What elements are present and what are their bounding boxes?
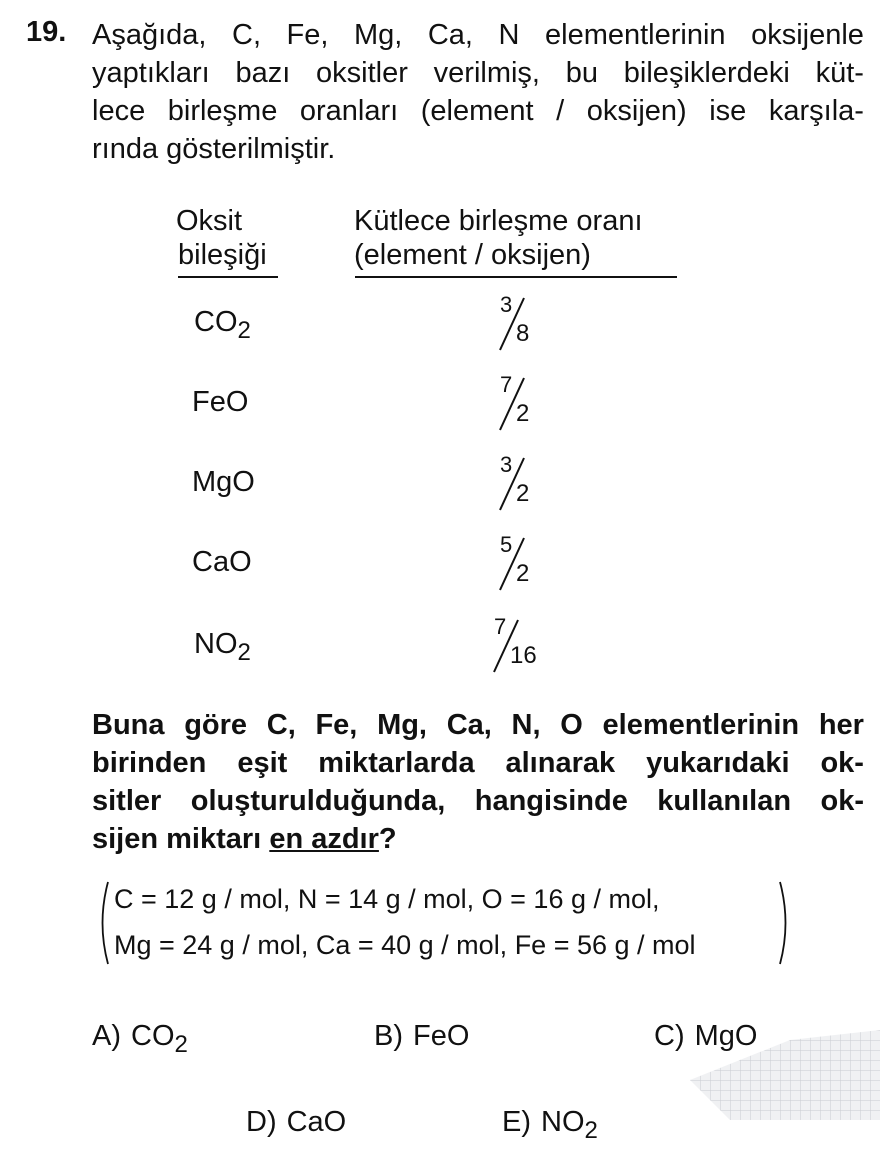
header-ratio-line2: (element / oksijen) (354, 239, 591, 271)
stem-word: karşıla- (768, 95, 864, 127)
ratio-denominator: 2 (516, 480, 530, 507)
stem-word: Fe, (286, 19, 329, 51)
compound-2 (192, 466, 255, 499)
option-label: D) (246, 1106, 277, 1138)
prompt-suffix: ? (378, 823, 397, 855)
prompt-emphasis: en azdır (269, 823, 379, 855)
stem-word: bu (565, 57, 599, 89)
ratio-denominator: 2 (516, 400, 530, 427)
prompt-word: kullanılan (657, 785, 792, 817)
option-subscript: 2 (174, 1031, 188, 1058)
mass-ratio-4 (488, 616, 578, 680)
prompt-word: göre (184, 709, 248, 741)
right-parenthesis (778, 878, 792, 968)
stem-word: Aşağıda, (92, 19, 207, 51)
mass-ratio-0 (494, 294, 584, 358)
stem-word: N (498, 19, 520, 51)
ratio-numerator: 7 (500, 372, 513, 397)
header-oxide-line2: bileşiği (178, 239, 267, 271)
option-e[interactable] (502, 1106, 598, 1145)
option-formula: CaO (286, 1106, 347, 1138)
compound-formula: FeO (192, 386, 249, 418)
stem-word: bileşiklerdeki (623, 57, 790, 89)
ratio-numerator: 5 (500, 532, 513, 557)
stem-word: lece (92, 95, 146, 127)
given-line-1: C = 12 g / mol, N = 14 g / mol, O = 16 g / mol, (114, 884, 660, 914)
stem-line (92, 16, 864, 54)
stem-word: yaptıkları (92, 57, 210, 89)
table-header-ratio (354, 204, 643, 272)
ratio-numerator: 3 (500, 452, 513, 477)
prompt-line (92, 820, 864, 858)
option-d[interactable] (246, 1106, 346, 1139)
compound-formula: MgO (192, 466, 255, 498)
prompt-prefix: sijen miktarı (92, 823, 270, 855)
given-molar-masses (96, 878, 792, 968)
stem-word: oksijenle (751, 19, 864, 51)
prompt-word: miktarlarda (318, 747, 475, 779)
ratio-numerator: 7 (494, 614, 507, 639)
compound-subscript: 2 (237, 317, 251, 344)
stem-word: C, (232, 19, 262, 51)
prompt-word: Ca, (446, 709, 492, 741)
prompt-word: her (818, 709, 864, 741)
stem-word: küt- (815, 57, 864, 89)
prompt-word: ok- (820, 785, 864, 817)
option-c[interactable] (654, 1020, 757, 1053)
stem-word: oranları (299, 95, 399, 127)
compound-4 (194, 628, 251, 667)
compound-0 (194, 306, 251, 345)
stem-word: rında gösterilmiştir. (92, 133, 336, 165)
prompt-word: N, (511, 709, 541, 741)
stem-line (92, 92, 864, 130)
prompt-word: eşit (237, 747, 288, 779)
header-underline-right (355, 276, 677, 278)
header-oxide-line1: Oksit (176, 205, 243, 237)
option-formula: NO (541, 1106, 585, 1138)
prompt-word: Mg, (377, 709, 427, 741)
table-header-oxide (176, 204, 267, 272)
option-label: B) (374, 1020, 403, 1052)
prompt-word: ok- (820, 747, 864, 779)
option-b[interactable] (374, 1020, 469, 1053)
ratio-denominator: 16 (510, 642, 537, 669)
prompt-line (92, 782, 864, 820)
stem-word: / (556, 95, 565, 127)
ratio-numerator: 3 (500, 292, 513, 317)
prompt-word: Buna (92, 709, 165, 741)
option-formula: CO (131, 1020, 175, 1052)
mass-ratio-3 (494, 534, 584, 598)
compound-subscript: 2 (237, 639, 251, 666)
option-formula: MgO (694, 1020, 758, 1052)
compound-1 (192, 386, 248, 419)
prompt-word: sitler (92, 785, 162, 817)
prompt-word: oluşturulduğunda, (190, 785, 446, 817)
prompt-word: yukarıdaki (646, 747, 790, 779)
stem-word: oksijen) (586, 95, 687, 127)
question-number: 19. (26, 16, 67, 48)
prompt-word: alınarak (505, 747, 616, 779)
prompt-line (92, 744, 864, 782)
stem-word: elementlerinin (545, 19, 726, 51)
option-label: A) (92, 1020, 121, 1052)
compound-formula: CaO (192, 546, 252, 578)
stem-line (92, 54, 864, 92)
prompt-word: elementlerinin (602, 709, 800, 741)
stem-word: (element (420, 95, 534, 127)
header-ratio-line1: Kütlece birleşme oranı (354, 205, 643, 237)
stem-word: bazı (235, 57, 291, 89)
ratio-denominator: 8 (516, 320, 530, 347)
option-label: C) (654, 1020, 685, 1052)
compound-formula: CO (194, 306, 238, 338)
stem-line (92, 130, 864, 168)
option-a[interactable] (92, 1020, 188, 1059)
stem-word: birleşme (167, 95, 278, 127)
mass-ratio-1 (494, 374, 584, 438)
prompt-word: Fe, (315, 709, 358, 741)
question-prompt (92, 706, 864, 858)
given-line-2: Mg = 24 g / mol, Ca = 40 g / mol, Fe = 56 g / mol (114, 930, 696, 960)
stem-word: verilmiş, (433, 57, 540, 89)
stem-word: ise (709, 95, 747, 127)
mass-ratio-2 (494, 454, 584, 518)
header-underline-left (178, 276, 278, 278)
question-stem (92, 16, 864, 168)
compound-3 (192, 546, 252, 579)
prompt-line (92, 706, 864, 744)
prompt-word: C, (266, 709, 296, 741)
option-label: E) (502, 1106, 531, 1138)
prompt-word: O (560, 709, 583, 741)
left-parenthesis (96, 878, 110, 968)
stem-word: Mg, (353, 19, 403, 51)
option-formula: FeO (413, 1020, 470, 1052)
prompt-word: birinden (92, 747, 207, 779)
ratio-denominator: 2 (516, 560, 530, 587)
stem-word: oksitler (316, 57, 408, 89)
stem-word: Ca, (427, 19, 473, 51)
compound-formula: NO (194, 628, 238, 660)
option-subscript: 2 (584, 1117, 598, 1144)
prompt-word: hangisinde (474, 785, 628, 817)
